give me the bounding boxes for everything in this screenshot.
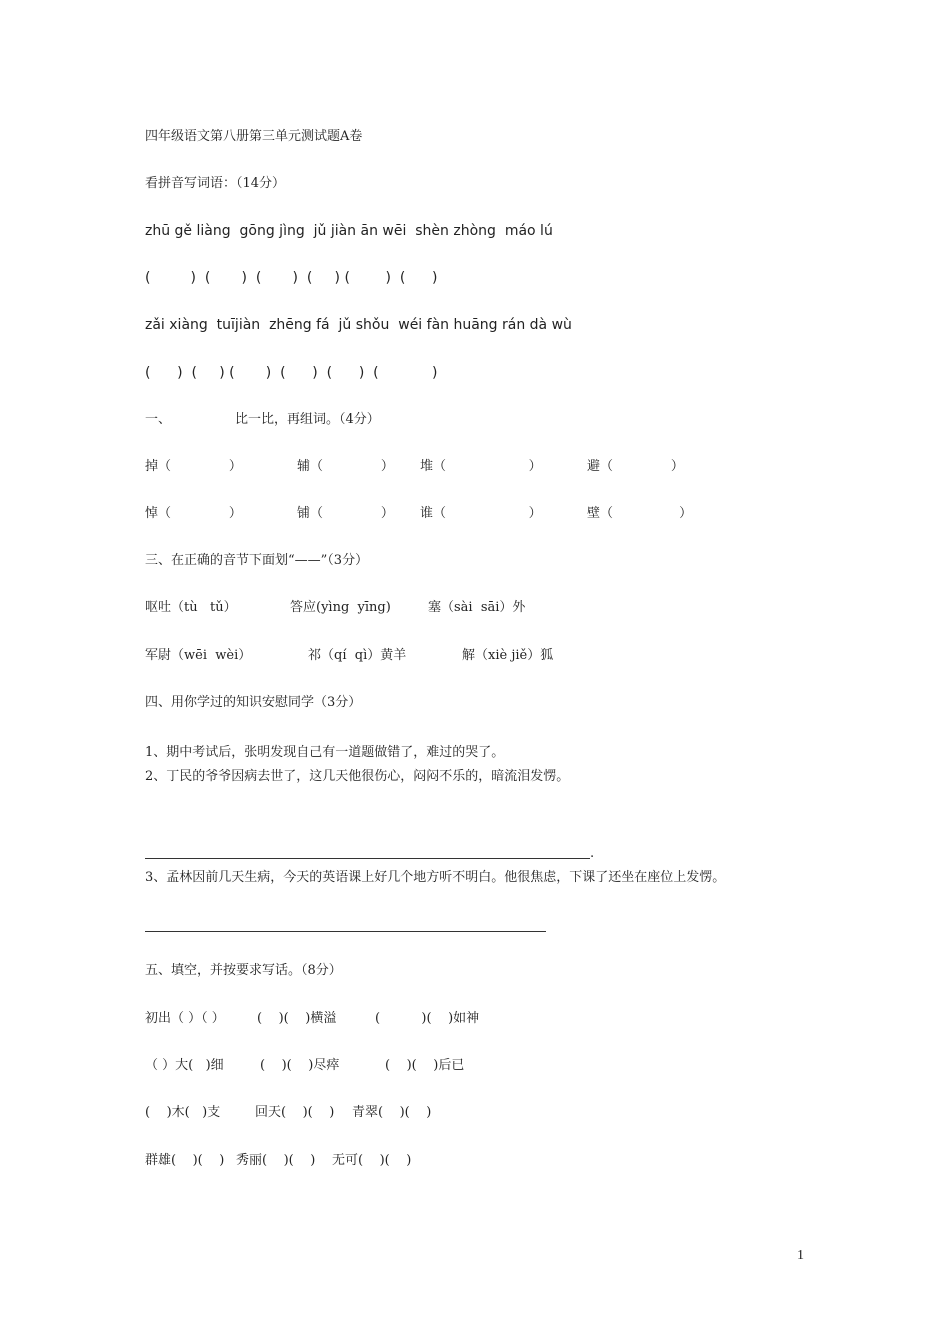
compare-item[interactable]: 避（ ） bbox=[587, 459, 684, 474]
pronunciation-choice[interactable]: 解（xiè jiě）狐 bbox=[462, 648, 554, 663]
idiom-blank[interactable]: 初出（ ）（ ） bbox=[145, 1011, 225, 1026]
compare-item[interactable]: 掉（ ） bbox=[145, 459, 242, 474]
compare-heading-number: 一、 bbox=[145, 412, 172, 427]
compare-item[interactable]: 辅（ ） bbox=[297, 459, 394, 474]
pronunciation-choice[interactable]: 塞（sài sāi）外 bbox=[428, 600, 526, 615]
document-title: 四年级语文第八册第三单元测试题A卷 bbox=[145, 129, 363, 144]
compare-item[interactable]: 铺（ ） bbox=[297, 506, 394, 521]
pronunciation-heading: 三、在正确的音节下面划“——”（3分） bbox=[145, 553, 369, 568]
idiom-blank[interactable]: ( )( )横溢 bbox=[257, 1011, 337, 1026]
pronunciation-choice[interactable]: 答应(yìng yīng) bbox=[290, 600, 391, 615]
answer-line[interactable] bbox=[145, 858, 590, 859]
comfort-item-2: 2、丁民的爷爷因病去世了，这几天他很伤心，闷闷不乐的，暗流泪发愣。 bbox=[145, 769, 570, 784]
answer-blanks-row-1[interactable]: ( ) ( ) ( ) ( ) ( ) ( ) bbox=[145, 270, 438, 286]
idiom-blank[interactable]: 群雄( )( ) bbox=[145, 1153, 225, 1168]
idiom-blank[interactable]: 无可( )( ) bbox=[332, 1153, 412, 1168]
comfort-item-1: 1、期中考试后，张明发现自己有一道题做错了，难过的哭了。 bbox=[145, 745, 505, 760]
compare-item[interactable]: 悼（ ） bbox=[145, 506, 242, 521]
pinyin-row-1: zhū gě liàng gōng jìng jǔ jiàn ān wēi shèn zhòng máo lú bbox=[145, 223, 553, 239]
idiom-blank[interactable]: 回天( )( ) bbox=[255, 1105, 335, 1120]
idiom-blank[interactable]: ( )木( )支 bbox=[145, 1105, 221, 1120]
comfort-item-3: 3、孟林因前几天生病，今天的英语课上好几个地方听不明白。他很焦虑，下课了还坐在座位上发愣。 bbox=[145, 870, 726, 885]
pinyin-section-heading: 看拼音写词语：（14分） bbox=[145, 176, 286, 191]
compare-item[interactable]: 壁（ ） bbox=[587, 506, 693, 521]
comfort-heading: 四、用你学过的知识安慰同学（3分） bbox=[145, 695, 362, 710]
idiom-blank[interactable]: ( )( )如神 bbox=[375, 1011, 480, 1026]
answer-line[interactable] bbox=[145, 931, 546, 932]
idiom-blank[interactable]: 秀丽( )( ) bbox=[236, 1153, 316, 1168]
idiom-blank[interactable]: ( )( )尽瘁 bbox=[260, 1058, 340, 1073]
pinyin-row-2: zǎi xiàng tuījiàn zhēng fá jǔ shǒu wéi fàn huāng rán dà wù bbox=[145, 317, 572, 333]
fill-heading: 五、填空，并按要求写话。（8分） bbox=[145, 963, 342, 978]
page-number: 1 bbox=[797, 1248, 804, 1263]
answer-line-period: . bbox=[590, 846, 595, 861]
pronunciation-choice[interactable]: 呕吐（tù tǔ） bbox=[145, 600, 237, 615]
compare-item[interactable]: 堆（ ） bbox=[420, 459, 542, 474]
pronunciation-choice[interactable]: 军尉（wēi wèi） bbox=[145, 648, 252, 663]
pronunciation-choice[interactable]: 祁（qí qì）黄羊 bbox=[308, 648, 407, 663]
idiom-blank[interactable]: （ ）大( )细 bbox=[145, 1058, 224, 1073]
answer-blanks-row-2[interactable]: ( ) ( ) ( ) ( ) ( ) ( ) bbox=[145, 365, 438, 381]
idiom-blank[interactable]: 青翠( )( ) bbox=[352, 1105, 432, 1120]
compare-item[interactable]: 谁（ ） bbox=[420, 506, 542, 521]
idiom-blank[interactable]: ( )( )后已 bbox=[385, 1058, 465, 1073]
compare-heading-text: 比一比，再组词。（4分） bbox=[235, 412, 380, 427]
